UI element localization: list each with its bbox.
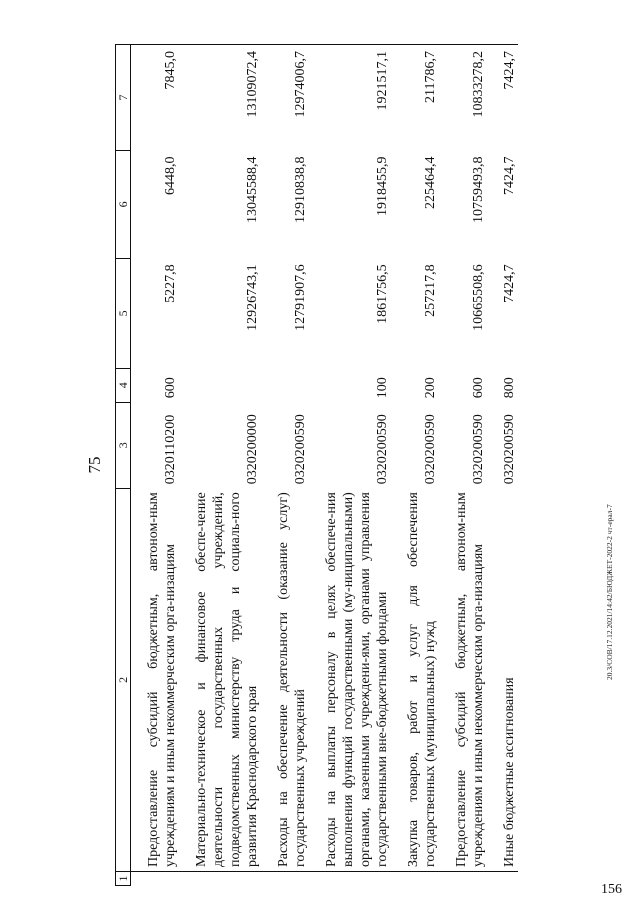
row-value-2024: 211786,7: [391, 45, 439, 151]
table-row: [131, 45, 180, 886]
empty-cell: [131, 872, 180, 886]
row-value-2023: 10759493,8: [471, 156, 486, 223]
empty-cell: [261, 872, 309, 886]
row-name: Предоставление субсидий бюджетным, автоном-ным учреждениям и иным некоммерческим орга-низациям: [131, 488, 180, 871]
row-value-2023: 225464,4: [423, 156, 438, 209]
row-value-2024: 7845,0: [131, 45, 180, 151]
row-value-2023: 12910838,8: [293, 156, 308, 223]
row-value-2023: 1918455,9: [375, 156, 390, 216]
row-value-2022: 12791907,6: [293, 264, 308, 331]
row-value-2022: 1861756,5: [375, 264, 390, 324]
row-value-2022: 7424,7: [502, 264, 517, 303]
table-row: [179, 45, 261, 886]
row-code: 0320200590: [375, 414, 390, 485]
column-number: 2: [116, 488, 131, 871]
table-row: [487, 45, 518, 886]
row-name: Материально-техническое и финансовое обеспе-чение деятельности государственных учреждений, подведомственных министерству труда и социаль-ного развития Краснодарского края: [179, 488, 261, 871]
budget-table: [115, 44, 518, 886]
row-code: 0320110200: [163, 414, 178, 485]
row-value-2022: 12926743,1: [245, 264, 260, 331]
table-row: [391, 45, 439, 886]
row-value-2024: 10833278,2: [439, 45, 487, 151]
empty-cell: [439, 872, 487, 886]
table-row: [261, 45, 309, 886]
rotated-sheet: [82, 44, 589, 886]
row-value-2024: 1921517,1: [309, 45, 391, 151]
row-code: 0320200590: [423, 414, 438, 485]
row-kind: 600: [471, 377, 486, 399]
row-name: Расходы на обеспечение деятельности (оказание услуг) государственных учреждений: [261, 488, 309, 871]
page-number: 156: [601, 882, 622, 897]
row-value-2022: 5227,8: [163, 264, 178, 303]
column-number: 3: [116, 402, 131, 488]
row-kind: [179, 368, 261, 402]
row-kind: 800: [502, 377, 517, 399]
row-value-2024: 7424,7: [487, 45, 518, 151]
column-number: 7: [116, 45, 131, 151]
row-kind: [261, 368, 309, 402]
row-name: Иные бюджетные ассигнования: [487, 488, 518, 871]
column-number-row: [116, 45, 131, 886]
empty-cell: [391, 872, 439, 886]
row-code: 0320200590: [471, 414, 486, 485]
row-value-2022: 257217,8: [423, 264, 438, 317]
row-value-2023: 6448,0: [163, 156, 178, 195]
row-value-2023: 7424,7: [502, 156, 517, 195]
row-kind: 600: [163, 377, 178, 399]
row-name: Расходы на выплаты персоналу в целях обеспече-ния выполнения функций государственными (му-ниципальными) органами, казенными учреждени-ями, органами управления государственными вне-бюджетными фондами: [309, 488, 391, 871]
row-code: 0320200000: [245, 414, 260, 485]
row-kind: 200: [423, 377, 438, 399]
row-value-2024: 13109072,4: [179, 45, 261, 151]
row-value-2024: 12974006,7: [261, 45, 309, 151]
empty-cell: [309, 872, 391, 886]
table-row: [309, 45, 391, 886]
empty-cell: [487, 872, 518, 886]
column-number: 5: [116, 258, 131, 368]
row-code: 0320200590: [293, 414, 308, 485]
column-number: 6: [116, 150, 131, 258]
column-number: 1: [116, 872, 131, 886]
table-row: [439, 45, 487, 886]
document-stamp: 20.3/СОВ/17.12.2021/14:42/БЮДЖЕТ-2022-2 чт-ерал-7: [605, 504, 614, 680]
row-value-2023: 13045588,4: [245, 156, 260, 223]
row-name: Закупка товаров, работ и услуг для обеспечения государственных (муниципальных) нужд: [391, 488, 439, 871]
row-code: 0320200590: [502, 414, 517, 485]
row-name: Предоставление субсидий бюджетным, автоном-ным учреждениям и иным некоммерческим орга-низациям: [439, 488, 487, 871]
row-value-2022: 10665508,6: [471, 264, 486, 331]
row-kind: 100: [375, 377, 390, 399]
column-number: 4: [116, 368, 131, 402]
empty-cell: [179, 872, 261, 886]
sheet-number: 75: [85, 456, 104, 474]
